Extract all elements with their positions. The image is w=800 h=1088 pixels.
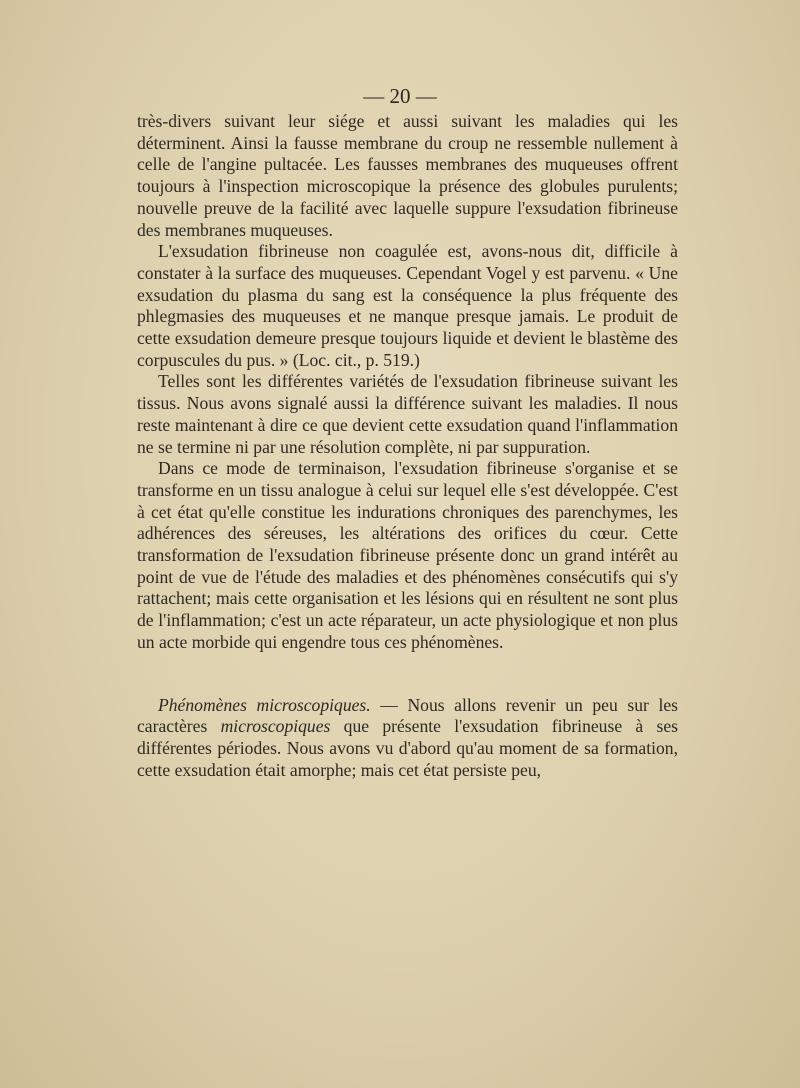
paragraph-5-text-a: — Nous allons revenir un peu sur les caractères — [137, 694, 678, 737]
paragraph-1: très-divers suivant leur siége et aussi suivant les maladies qui les déterminent. Ainsi la fausse membrane du croup ne ressemble nullement à celle de l'angine pultacée. Les fausses membranes des muqueuses offrent toujours à l'inspection microscopique la présence des globules purulents; nouvelle preuve de la facilité avec laquelle suppure l'exsudation fibrineuse des membranes muqueuses. — [137, 111, 678, 240]
paragraph-4: Dans ce mode de terminaison, l'exsudation fibrineuse s'organise et se transforme en un tissu analogue à celui sur lequel elle s'est développée. C'est à cet état qu'elle constitue les indurations chroniques des parenchymes, les adhérences des séreuses, les altérations des orifices du cœur. Cette transformation de l'exsudation fibrineuse présente donc un grand intérêt au point de vue de l'étude des maladies et des phénomènes consécutifs qui s'y rattachent; mais cette organisation et les lésions qui en résultent ne sont plus de l'inflammation; c'est un acte réparateur, un acte physiologique et non plus un acte morbide qui engendre tous ces phénomènes. — [137, 458, 678, 652]
section-spacer — [137, 654, 678, 695]
paragraph-3: Telles sont les différentes variétés de l'exsudation fibrineuse suivant les tissus. Nous avons signalé aussi la différence suivant les maladies. Il nous reste maintenant à dire ce que devient cette exsudation quand l'inflammation ne se termine ni par une résolution complète, ni par suppuration. — [137, 371, 678, 457]
page-number: — 20 — — [363, 84, 437, 108]
paragraph-2: L'exsudation fibrineuse non coagulée est, avons-nous dit, difficile à constater à la surface des muqueuses. Cependant Vogel y est parvenu. « Une exsudation du plasma du sang est la conséquence la plus fréquente des phlegmasies des muqueuses et ne manque presque jamais. Le produit de cette exsudation demeure presque toujours liquide et devient le blastème des corpuscules du pus. » (Loc. cit., p. 519.) — [137, 241, 678, 370]
body-text — [137, 111, 678, 781]
section-heading: Phénomènes microscopiques. — [158, 694, 371, 715]
paragraph-5-italic: microscopiques — [220, 716, 331, 737]
paragraph-5 — [137, 695, 678, 782]
paragraph-5-text-b: que présente l'exsudation fibrineuse à ses différentes périodes. Nous avons vu d'abord qu'au moment de sa formation, cette exsudation était amorphe; mais cet état persiste peu, — [137, 716, 678, 780]
